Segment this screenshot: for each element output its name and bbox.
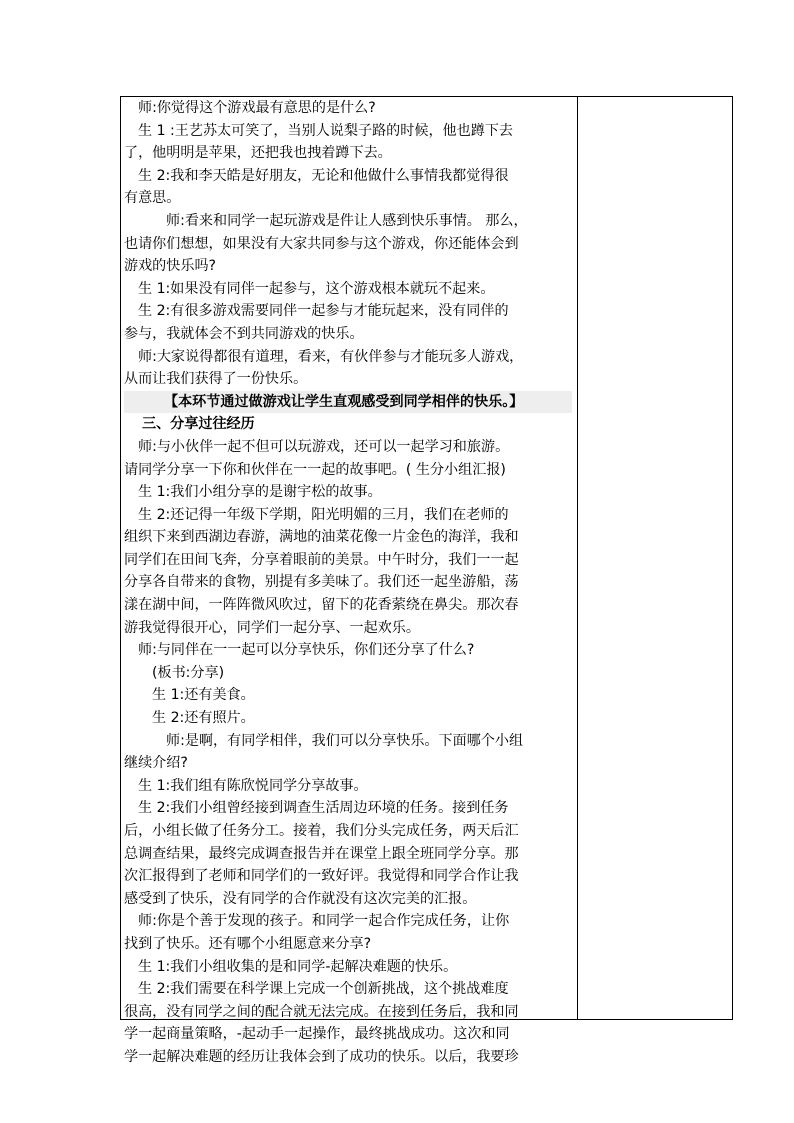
text-line: 师:你是个善于发现的孩子。和同学一起合作完成任务，让你: [138, 913, 510, 930]
text-line: 同学们在田间飞奔，分享着眼前的美景。中午时分，我们一一起: [124, 551, 519, 568]
text-line: 师:看来和同学一起玩游戏是件让人感到快乐事情。 那么，: [166, 212, 528, 229]
text-line: 后，小组长做了任务分工。接着，我们分头完成任务，两天后汇: [124, 823, 519, 839]
text-line: 生 1:还有美食。: [152, 687, 255, 704]
text-line: 次汇报得到了老师和同学们的一致好评。我觉得和同学合作让我: [124, 868, 519, 885]
text-line: 师:与同伴在一一起可以分享快乐，你们还分享了什么?: [138, 642, 475, 659]
text-line: 组织下来到西湖边春游，满地的油菜花像一片金色的海洋，我和: [124, 529, 519, 546]
column-divider: [577, 97, 578, 1019]
text-line: 生 1:我们小组收集的是和同学-起解决难题的快乐。: [138, 958, 458, 975]
lesson-content-cell: [124, 97, 572, 1069]
text-line: 了，他明明是苹果，还把我也拽着蹲下去。: [124, 145, 392, 162]
text-line: 师:你觉得这个游戏最有意思的是什么?: [138, 100, 376, 116]
text-line: 生 1 :王艺苏太可笑了，当别人说梨子路的时候，他也蹲下去: [138, 122, 514, 139]
section-summary-note: 【本环节通过做游戏让学生直观感受到同学相伴的快乐。】: [124, 391, 572, 414]
text-line: 找到了快乐。还有哪个小组愿意来分享?: [124, 935, 372, 952]
section-heading: 三、分享过往经历: [142, 416, 255, 433]
text-line: 继续介绍?: [124, 755, 188, 772]
text-line: 参与，我就体会不到共同游戏的快乐。: [124, 325, 364, 342]
text-line: 感受到了快乐，没有同学的合作就没有这次完美的汇报。: [124, 890, 477, 907]
text-line: 分享各自带来的食物，别提有多美味了。我们还一起坐游船，荡: [124, 574, 519, 591]
text-line: 请同学分享一下你和伙伴在一一起的故事吧。( 生分小组汇报): [124, 461, 506, 478]
text-line: 师:大家说得都很有道理，看来，有伙伴参与才能玩多人游戏，: [138, 348, 524, 365]
text-line: 生 1:如果没有同伴一起参与，这个游戏根本就玩不起来。: [138, 280, 495, 297]
text-line: (板书:分享): [152, 664, 225, 681]
text-line: 师:与小伙伴一起不但可以玩游戏，还可以一起学习和旅游。: [138, 438, 510, 455]
text-line: 游戏的快乐吗?: [124, 258, 217, 275]
text-line: 师:是啊，有同学相伴，我们可以分享快乐。下面哪个小组: [166, 732, 524, 749]
text-line: 学一起解决难题的经历让我体会到了成功的快乐。以后，我要珍: [124, 1048, 519, 1065]
text-line: 生 2:我和李天皓是好朋友，无论和他做什么事情我都觉得很: [138, 167, 509, 184]
text-line: 生 2:我们需要在科学课上完成一个创新挑战，这个挑战难度: [138, 981, 509, 998]
text-line: 生 2:我们小组曾经接到调查生活周边环境的任务。接到任务: [138, 800, 509, 817]
text-line: 生 2:有很多游戏需要同伴一起参与才能玩起来，没有同伴的: [138, 303, 509, 320]
text-line: 漾在湖中间，一阵阵微风吹过，留下的花香萦绕在鼻尖。那次春: [124, 597, 519, 614]
text-line: 也请你们想想，如果没有大家共同参与这个游戏，你还能体会到: [124, 235, 519, 252]
text-line: 生 2:还有照片。: [152, 710, 255, 727]
text-line: 很高，没有同学之间的配合就无法完成。在接到任务后，我和同: [124, 1003, 519, 1020]
text-line: 生 1:我们小组分享的是谢宇松的故事。: [138, 484, 382, 501]
text-line: 生 1:我们组有陈欣悦同学分享故事。: [138, 777, 368, 794]
lesson-table: [120, 96, 733, 1065]
text-line: 从而让我们获得了一份快乐。: [124, 371, 308, 388]
text-line: 学一起商量策略，-起动手一起操作，最终挑战成功。这次和同: [124, 1026, 510, 1043]
text-line: 总调查结果，最终完成调查报告并在课堂上跟全班同学分享。那: [124, 845, 519, 862]
text-line: 生 2:还记得一年级下学期，阳光明媚的三月，我们在老师的: [138, 506, 509, 523]
text-line: 游我觉得很开心，同学们一起分享、一起欢乐。: [124, 619, 420, 636]
text-line: 有意思。: [124, 190, 181, 207]
